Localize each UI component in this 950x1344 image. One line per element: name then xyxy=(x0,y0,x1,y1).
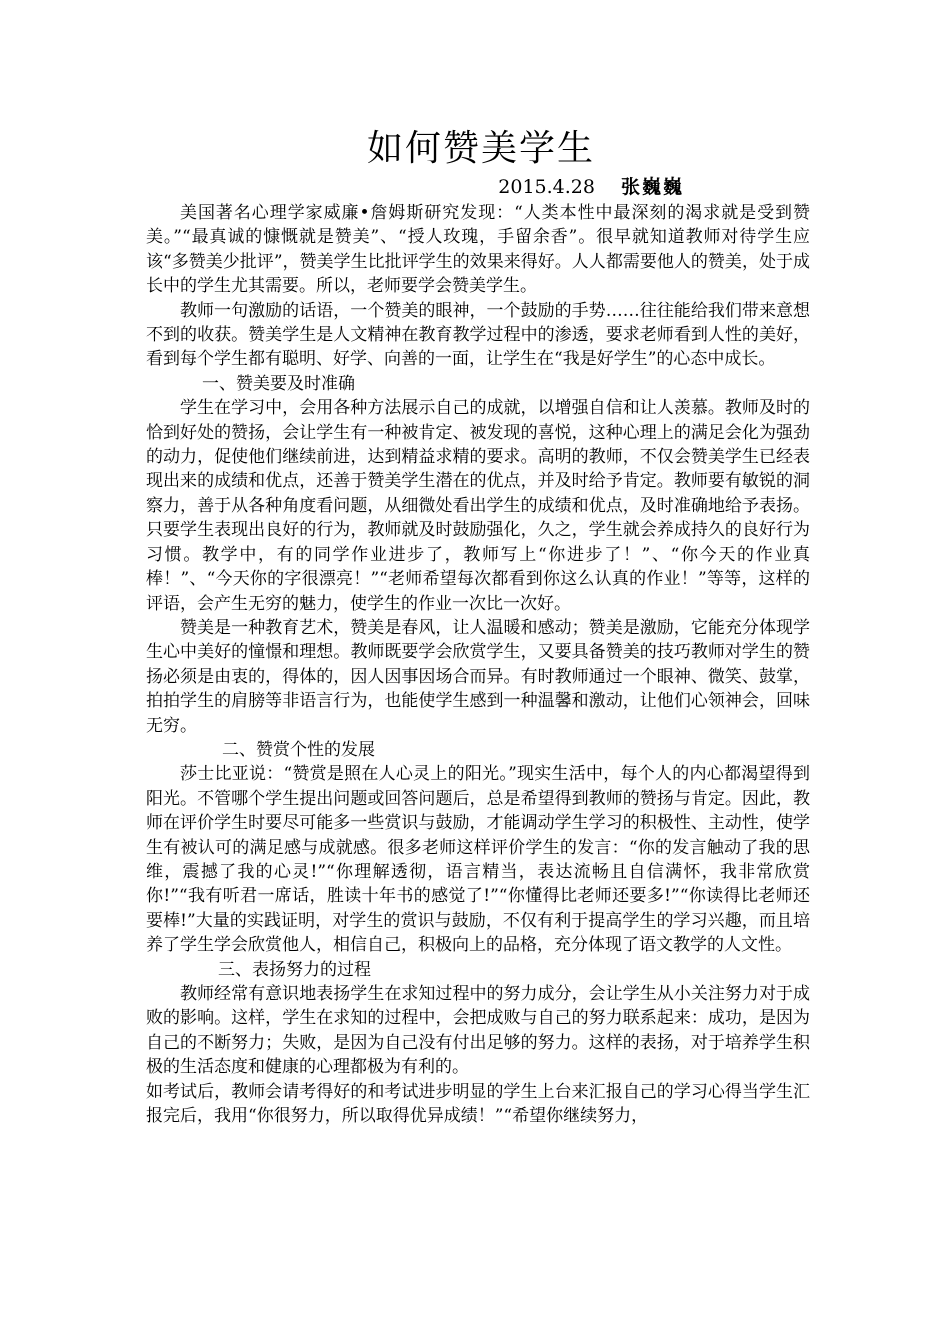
document-body xyxy=(146,201,810,1128)
document-page xyxy=(146,125,810,1128)
paragraph-section3-b: 如考试后，教师会请考得好的和考试进步明显的学生上台来汇报自己的学习心得当学生汇报完后，我用“你很努力，所以取得优异成绩！”“希望你继续努力， xyxy=(146,1081,810,1127)
paragraph-section1-a: 学生在学习中，会用各种方法展示自己的成就，以增强自信和让人羡慕。教师及时的恰到好处的赞扬，会让学生有一种被肯定、被发现的喜悦，这种心理上的满足会化为强劲的动力，促使他们继续前进，达到精益求精的要求。高明的教师，不仅会赞美学生已经表现出来的成绩和优点，还善于赞美学生潜在的优点，并及时给予肯定。教师要有敏锐的洞察力，善于从各种角度看问题，从细微处看出学生的成绩和优点，及时准确地给予表扬。只要学生表现出良好的行为，教师就及时鼓励强化，久之，学生就会养成持久的良好行为习惯。教学中，有的同学作业进步了，教师写上“你进步了！”、“你今天的作业真棒！”、“今天你的字很漂亮！”“老师希望每次都看到你这么认真的作业！”等等，这样的评语，会产生无穷的魅力，使学生的作业一次比一次好。 xyxy=(146,398,810,614)
paragraph-section1-b: 赞美是一种教育艺术，赞美是春风，让人温暖和感动；赞美是激励，它能充分体现学生心中美好的憧憬和理想。教师既要学会欣赏学生，又要具备赞美的技巧教师对学生的赞扬必须是由衷的，得体的，因人因事因场合而异。有时教师通过一个眼神、微笑、鼓掌，拍拍学生的肩膀等非语言行为，也能使学生感到一种温馨和激动，让他们心领神会，回味无穷。 xyxy=(146,617,810,736)
byline-date: 2015.4.28 xyxy=(498,176,595,198)
paragraph-intro: 美国著名心理学家威廉•詹姆斯研究发现：“人类本性中最深刻的渴求就是受到赞美。”“最真诚的慷慨就是赞美”、“授人玫瑰，手留余香”。很早就知道教师对待学生应该“多赞美少批评”，赞美学生比批评学生的效果来得好。人人都需要他人的赞美，处于成长中的学生尤其需要。所以，老师要学会赞美学生。 xyxy=(146,203,810,297)
paragraph-motivation: 教师一句激励的话语，一个赞美的眼神，一个鼓励的手势……往往能给我们带来意想不到的收获。赞美学生是人文精神在教育教学过程中的渗透，要求老师看到人性的美好，看到每个学生都有聪明、好学、向善的一面，让学生在“我是好学生”的心态中成长。 xyxy=(146,300,810,370)
paragraph-section2: 莎士比亚说：“赞赏是照在人心灵上的阳光。”现实生活中，每个人的内心都渴望得到阳光。不管哪个学生提出问题或回答问题后，总是希望得到教师的赞扬与肯定。因此，教师在评价学生时要尽可能多一些赏识与鼓励，才能调动学生学习的积极性、主动性，使学生有被认可的满足感与成就感。很多老师这样评价学生的发言：“你的发言触动了我的思维，震撼了我的心灵!”“你理解透彻，语言精当，表达流畅且自信满怀，我非常欣赏你!”“我有听君一席话，胜读十年书的感觉了!”“你懂得比老师还要多!”“你读得比老师还要棒!”大量的实践证明，对学生的赏识与鼓励，不仅有利于提高学生的学习兴趣，而且培养了学生学会欣赏他人，相信自己，积极向上的品格，充分体现了语文教学的人文性。 xyxy=(146,764,810,956)
section-heading-3: 三、表扬努力的过程 xyxy=(218,959,371,980)
paragraph-section3-a: 教师经常有意识地表扬学生在求知过程中的努力成分，会让学生从小关注努力对于成败的影响。这样，学生在求知的过程中，会把成败与自己的努力联系起来：成功，是因为自己的不断努力；失败，是因为自己没有付出足够的努力。这样的表扬，对于培养学生积极的生活态度和健康的心理都极为有利的。 xyxy=(146,984,810,1078)
byline xyxy=(146,173,810,201)
document-title: 如何赞美学生 xyxy=(366,128,595,169)
section-heading-1: 一、赞美要及时准确 xyxy=(202,373,355,394)
section-heading-2: 二、赞赏个性的发展 xyxy=(222,739,375,760)
byline-author: 张巍巍 xyxy=(620,176,684,198)
